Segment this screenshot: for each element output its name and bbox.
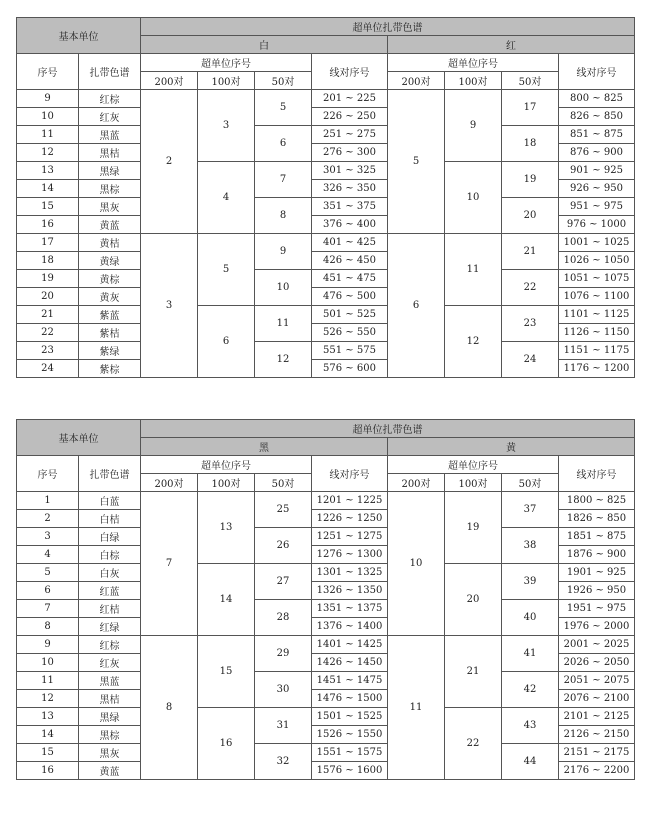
line-seq-cell: 551 ~ 575 (312, 342, 388, 360)
line-seq-cell: 2026 ~ 2050 (559, 654, 635, 672)
super-100-cell: 10 (445, 162, 502, 234)
tie-color-cell: 红绿 (79, 618, 141, 636)
tie-color-cell: 红棕 (79, 90, 141, 108)
super-50-cell: 12 (255, 342, 312, 378)
seq-cell: 14 (17, 726, 79, 744)
col-50-header: 50对 (255, 474, 312, 492)
seq-cell: 17 (17, 234, 79, 252)
tie-color-cell: 红灰 (79, 108, 141, 126)
super-50-cell: 27 (255, 564, 312, 600)
tie-color-cell: 黄灰 (79, 288, 141, 306)
line-seq-cell: 1226 ~ 1250 (312, 510, 388, 528)
seq-cell: 22 (17, 324, 79, 342)
line-seq-cell: 426 ~ 450 (312, 252, 388, 270)
line-seq-cell: 1076 ~ 1100 (559, 288, 635, 306)
super-200-cell: 2 (141, 90, 198, 234)
tie-color-cell: 紫棕 (79, 360, 141, 378)
super-100-cell: 6 (198, 306, 255, 378)
table-row (17, 90, 635, 108)
tie-color-cell: 白蓝 (79, 492, 141, 510)
super-200-cell: 5 (388, 90, 445, 234)
basic-unit-header: 基本单位 (17, 420, 141, 456)
col-200-header: 200对 (388, 72, 445, 90)
super-50-cell: 30 (255, 672, 312, 708)
seq-cell: 3 (17, 528, 79, 546)
super-50-cell: 9 (255, 234, 312, 270)
line-seq-cell: 376 ~ 400 (312, 216, 388, 234)
super-50-cell: 8 (255, 198, 312, 234)
line-seq-cell: 826 ~ 850 (559, 108, 635, 126)
line-seq-cell: 476 ~ 500 (312, 288, 388, 306)
line-seq-cell: 501 ~ 525 (312, 306, 388, 324)
tie-color-header: 扎带色谱 (79, 456, 141, 492)
super-50-cell: 19 (502, 162, 559, 198)
line-seq-cell: 1376 ~ 1400 (312, 618, 388, 636)
line-seq-cell: 1976 ~ 2000 (559, 618, 635, 636)
line-seq-header: 线对序号 (559, 54, 635, 90)
super-50-cell: 23 (502, 306, 559, 342)
line-seq-cell: 951 ~ 975 (559, 198, 635, 216)
table-row (17, 162, 635, 180)
line-seq-cell: 1926 ~ 950 (559, 582, 635, 600)
line-seq-cell: 1026 ~ 1050 (559, 252, 635, 270)
line-seq-header: 线对序号 (312, 54, 388, 90)
line-seq-cell: 2076 ~ 2100 (559, 690, 635, 708)
col-100-header: 100对 (445, 474, 502, 492)
tie-color-cell: 黑棕 (79, 726, 141, 744)
tie-color-cell: 黄棕 (79, 270, 141, 288)
seq-cell: 14 (17, 180, 79, 198)
line-seq-cell: 1001 ~ 1025 (559, 234, 635, 252)
col-50-header: 50对 (502, 474, 559, 492)
super-100-cell: 20 (445, 564, 502, 636)
line-seq-cell: 1126 ~ 1150 (559, 324, 635, 342)
super-50-cell: 24 (502, 342, 559, 378)
super-50-cell: 18 (502, 126, 559, 162)
table-row (17, 198, 635, 216)
col-100-header: 100对 (198, 474, 255, 492)
table-row (17, 744, 635, 762)
seq-cell: 11 (17, 672, 79, 690)
super-50-cell: 40 (502, 600, 559, 636)
tie-color-cell: 黑桔 (79, 690, 141, 708)
table-row (17, 672, 635, 690)
seq-cell: 13 (17, 162, 79, 180)
seq-cell: 20 (17, 288, 79, 306)
super-100-cell: 19 (445, 492, 502, 564)
seq-cell: 15 (17, 744, 79, 762)
seq-cell: 10 (17, 654, 79, 672)
line-seq-cell: 251 ~ 275 (312, 126, 388, 144)
super-50-cell: 39 (502, 564, 559, 600)
seq-cell: 8 (17, 618, 79, 636)
group-color-header: 白 (141, 36, 388, 54)
super-100-cell: 16 (198, 708, 255, 780)
table-body (17, 90, 635, 378)
line-seq-cell: 901 ~ 925 (559, 162, 635, 180)
seq-cell: 4 (17, 546, 79, 564)
line-seq-cell: 1326 ~ 1350 (312, 582, 388, 600)
group-color-header: 黄 (388, 438, 635, 456)
line-seq-cell: 800 ~ 825 (559, 90, 635, 108)
tie-color-cell: 白灰 (79, 564, 141, 582)
super-100-cell: 12 (445, 306, 502, 378)
tie-color-cell: 黑棕 (79, 180, 141, 198)
super-50-cell: 43 (502, 708, 559, 744)
tie-color-cell: 黄蓝 (79, 216, 141, 234)
super-50-cell: 10 (255, 270, 312, 306)
line-seq-cell: 301 ~ 325 (312, 162, 388, 180)
table-row (17, 708, 635, 726)
line-seq-cell: 2101 ~ 2125 (559, 708, 635, 726)
seq-cell: 6 (17, 582, 79, 600)
seq-cell: 2 (17, 510, 79, 528)
super-seq-header: 超单位序号 (388, 54, 559, 72)
super-50-cell: 11 (255, 306, 312, 342)
line-seq-cell: 401 ~ 425 (312, 234, 388, 252)
line-seq-cell: 1826 ~ 850 (559, 510, 635, 528)
seq-header: 序号 (17, 456, 79, 492)
super-50-cell: 21 (502, 234, 559, 270)
super-200-cell: 7 (141, 492, 198, 636)
tie-color-cell: 黑灰 (79, 198, 141, 216)
seq-cell: 16 (17, 762, 79, 780)
group-color-header: 红 (388, 36, 635, 54)
line-seq-cell: 1101 ~ 1125 (559, 306, 635, 324)
tie-color-cell: 黑绿 (79, 708, 141, 726)
line-seq-cell: 2151 ~ 2175 (559, 744, 635, 762)
table-body (17, 492, 635, 780)
super-50-cell: 25 (255, 492, 312, 528)
tie-color-cell: 黑绿 (79, 162, 141, 180)
super-200-cell: 10 (388, 492, 445, 636)
line-seq-cell: 2051 ~ 2075 (559, 672, 635, 690)
line-seq-cell: 1901 ~ 925 (559, 564, 635, 582)
table-row (17, 600, 635, 618)
table-row (17, 126, 635, 144)
line-seq-cell: 851 ~ 875 (559, 126, 635, 144)
tie-color-cell: 红蓝 (79, 582, 141, 600)
line-seq-cell: 1051 ~ 1075 (559, 270, 635, 288)
tie-color-cell: 黄绿 (79, 252, 141, 270)
tie-color-cell: 紫蓝 (79, 306, 141, 324)
super-50-cell: 17 (502, 90, 559, 126)
tie-color-cell: 黑蓝 (79, 126, 141, 144)
line-seq-cell: 1401 ~ 1425 (312, 636, 388, 654)
seq-cell: 7 (17, 600, 79, 618)
group-color-header: 黑 (141, 438, 388, 456)
super-50-cell: 37 (502, 492, 559, 528)
seq-cell: 12 (17, 144, 79, 162)
line-seq-cell: 1351 ~ 1375 (312, 600, 388, 618)
super-seq-header: 超单位序号 (388, 456, 559, 474)
line-seq-cell: 1301 ~ 1325 (312, 564, 388, 582)
line-seq-header: 线对序号 (559, 456, 635, 492)
line-seq-cell: 2126 ~ 2150 (559, 726, 635, 744)
seq-header: 序号 (17, 54, 79, 90)
table-row (17, 306, 635, 324)
line-seq-cell: 1451 ~ 1475 (312, 672, 388, 690)
tie-color-cell: 黄桔 (79, 234, 141, 252)
line-seq-cell: 1176 ~ 1200 (559, 360, 635, 378)
color-table-2 (16, 419, 635, 780)
col-200-header: 200对 (141, 474, 198, 492)
super-50-cell: 44 (502, 744, 559, 780)
line-seq-cell: 1426 ~ 1450 (312, 654, 388, 672)
line-seq-cell: 1201 ~ 1225 (312, 492, 388, 510)
super-50-cell: 20 (502, 198, 559, 234)
col-100-header: 100对 (445, 72, 502, 90)
super-200-cell: 11 (388, 636, 445, 780)
seq-cell: 24 (17, 360, 79, 378)
line-seq-cell: 201 ~ 225 (312, 90, 388, 108)
seq-cell: 9 (17, 636, 79, 654)
super-100-cell: 11 (445, 234, 502, 306)
basic-unit-header: 基本单位 (17, 18, 141, 54)
line-seq-cell: 1576 ~ 1600 (312, 762, 388, 780)
line-seq-cell: 351 ~ 375 (312, 198, 388, 216)
super-100-cell: 21 (445, 636, 502, 708)
table-row (17, 528, 635, 546)
super-200-cell: 3 (141, 234, 198, 378)
line-seq-cell: 1800 ~ 825 (559, 492, 635, 510)
super-200-cell: 6 (388, 234, 445, 378)
seq-cell: 5 (17, 564, 79, 582)
line-seq-cell: 1476 ~ 1500 (312, 690, 388, 708)
col-50-header: 50对 (502, 72, 559, 90)
col-100-header: 100对 (198, 72, 255, 90)
super-100-cell: 15 (198, 636, 255, 708)
super-50-cell: 22 (502, 270, 559, 306)
line-seq-cell: 2176 ~ 2200 (559, 762, 635, 780)
col-200-header: 200对 (141, 72, 198, 90)
line-seq-cell: 451 ~ 475 (312, 270, 388, 288)
col-200-header: 200对 (388, 474, 445, 492)
seq-cell: 12 (17, 690, 79, 708)
super-50-cell: 41 (502, 636, 559, 672)
tie-color-cell: 紫绿 (79, 342, 141, 360)
table-row (17, 492, 635, 510)
super-200-cell: 8 (141, 636, 198, 780)
line-seq-cell: 976 ~ 1000 (559, 216, 635, 234)
tie-color-cell: 黑桔 (79, 144, 141, 162)
super-50-cell: 32 (255, 744, 312, 780)
line-seq-cell: 226 ~ 250 (312, 108, 388, 126)
col-50-header: 50对 (255, 72, 312, 90)
line-seq-cell: 926 ~ 950 (559, 180, 635, 198)
super-50-cell: 28 (255, 600, 312, 636)
super-100-cell: 13 (198, 492, 255, 564)
seq-cell: 16 (17, 216, 79, 234)
super-50-cell: 42 (502, 672, 559, 708)
line-seq-cell: 326 ~ 350 (312, 180, 388, 198)
line-seq-cell: 276 ~ 300 (312, 144, 388, 162)
tie-color-cell: 红桔 (79, 600, 141, 618)
super-50-cell: 31 (255, 708, 312, 744)
seq-cell: 23 (17, 342, 79, 360)
line-seq-cell: 1551 ~ 1575 (312, 744, 388, 762)
line-seq-cell: 576 ~ 600 (312, 360, 388, 378)
super-50-cell: 29 (255, 636, 312, 672)
super-seq-header: 超单位序号 (141, 54, 312, 72)
tie-color-cell: 紫桔 (79, 324, 141, 342)
line-seq-cell: 1276 ~ 1300 (312, 546, 388, 564)
tie-color-cell: 黑灰 (79, 744, 141, 762)
super-spectrum-header: 超单位扎带色谱 (141, 18, 635, 36)
super-100-cell: 3 (198, 90, 255, 162)
table-row (17, 234, 635, 252)
super-100-cell: 9 (445, 90, 502, 162)
super-seq-header: 超单位序号 (141, 456, 312, 474)
super-50-cell: 38 (502, 528, 559, 564)
tie-color-cell: 白棕 (79, 546, 141, 564)
line-seq-cell: 1851 ~ 875 (559, 528, 635, 546)
tie-color-cell: 红灰 (79, 654, 141, 672)
line-seq-cell: 1876 ~ 900 (559, 546, 635, 564)
line-seq-cell: 1526 ~ 1550 (312, 726, 388, 744)
seq-cell: 1 (17, 492, 79, 510)
seq-cell: 18 (17, 252, 79, 270)
tie-color-cell: 黄蓝 (79, 762, 141, 780)
super-100-cell: 5 (198, 234, 255, 306)
line-seq-cell: 1151 ~ 1175 (559, 342, 635, 360)
super-50-cell: 5 (255, 90, 312, 126)
seq-cell: 11 (17, 126, 79, 144)
line-seq-cell: 2001 ~ 2025 (559, 636, 635, 654)
seq-cell: 10 (17, 108, 79, 126)
tie-color-cell: 白绿 (79, 528, 141, 546)
seq-cell: 19 (17, 270, 79, 288)
line-seq-cell: 1951 ~ 975 (559, 600, 635, 618)
color-table-1 (16, 17, 635, 378)
seq-cell: 9 (17, 90, 79, 108)
line-seq-cell: 876 ~ 900 (559, 144, 635, 162)
table-row (17, 636, 635, 654)
line-seq-header: 线对序号 (312, 456, 388, 492)
super-50-cell: 7 (255, 162, 312, 198)
tie-color-cell: 红棕 (79, 636, 141, 654)
table-row (17, 270, 635, 288)
super-100-cell: 22 (445, 708, 502, 780)
super-spectrum-header: 超单位扎带色谱 (141, 420, 635, 438)
super-50-cell: 6 (255, 126, 312, 162)
table-row (17, 342, 635, 360)
seq-cell: 21 (17, 306, 79, 324)
super-100-cell: 14 (198, 564, 255, 636)
tie-color-cell: 白桔 (79, 510, 141, 528)
seq-cell: 13 (17, 708, 79, 726)
line-seq-cell: 1501 ~ 1525 (312, 708, 388, 726)
line-seq-cell: 526 ~ 550 (312, 324, 388, 342)
line-seq-cell: 1251 ~ 1275 (312, 528, 388, 546)
table-row (17, 564, 635, 582)
super-100-cell: 4 (198, 162, 255, 234)
super-50-cell: 26 (255, 528, 312, 564)
tie-color-header: 扎带色谱 (79, 54, 141, 90)
tie-color-cell: 黑蓝 (79, 672, 141, 690)
seq-cell: 15 (17, 198, 79, 216)
